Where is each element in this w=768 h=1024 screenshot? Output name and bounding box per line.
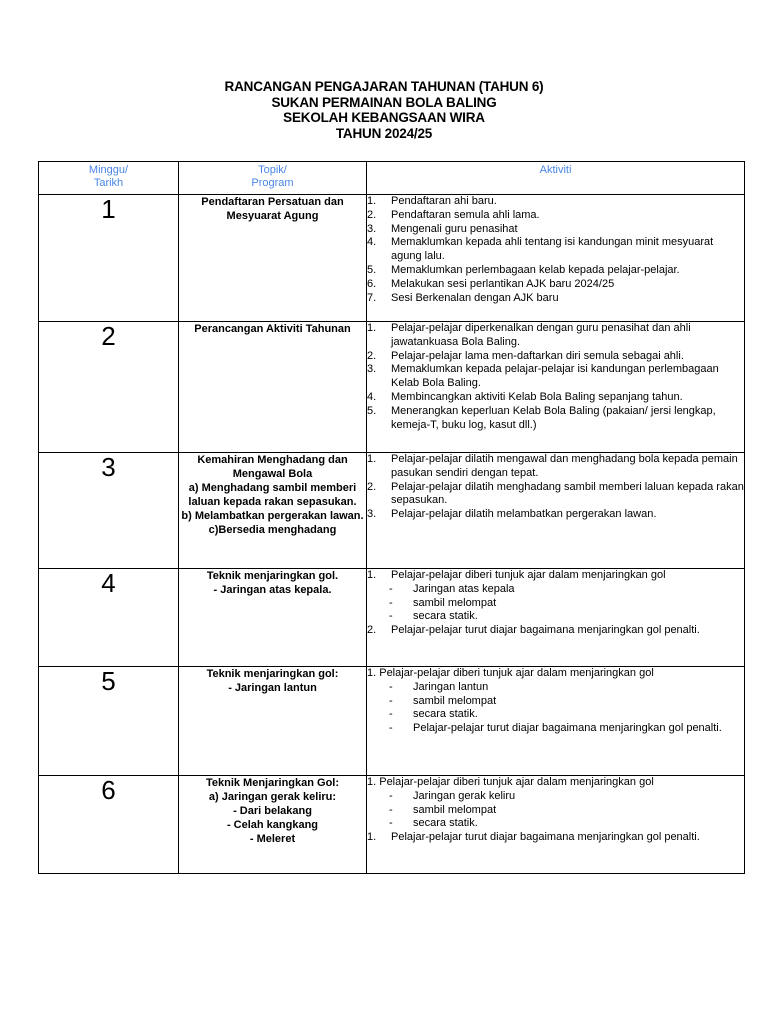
activity-text: Pelajar-pelajar turut diajar bagaimana menjaringkan gol penalti. bbox=[391, 624, 700, 637]
dash-bullet: - bbox=[389, 803, 393, 816]
week-number: 5 bbox=[39, 667, 179, 776]
dash-bullet: - bbox=[389, 680, 393, 693]
topic-cell bbox=[179, 667, 367, 776]
activity-subitem bbox=[367, 695, 744, 709]
topic-line: - Jaringan atas kepala. bbox=[213, 584, 332, 596]
table-row bbox=[39, 776, 745, 874]
header-activity bbox=[367, 162, 745, 195]
topic-line: a) Menghadang sambil memberi bbox=[188, 482, 357, 494]
activity-cell bbox=[367, 569, 745, 667]
topic-line: Kemahiran Menghadang dan bbox=[197, 454, 348, 466]
table-row bbox=[39, 667, 745, 776]
activity-number: 2. bbox=[367, 480, 377, 493]
activity-text: Memaklumkan kepada ahli tentang isi kandungan minit mesyuarat agung lalu. bbox=[391, 236, 714, 263]
dash-bullet: - bbox=[389, 722, 393, 735]
activity-subitem-text: sambil melompat bbox=[413, 694, 497, 707]
header-week-line: Tarikh bbox=[93, 177, 124, 189]
activity-text: Pendaftaran ahi baru. bbox=[391, 195, 497, 207]
title-line: SEKOLAH KEBANGSAAN WIRA bbox=[283, 110, 485, 125]
activity-subitem-text: sambil melompat bbox=[413, 803, 497, 816]
topic-cell bbox=[179, 453, 367, 569]
activity-text: Membincangkan aktiviti Kelab Bola Baling sepanjang tahun. bbox=[391, 390, 683, 403]
activity-item bbox=[367, 322, 744, 350]
activity-item bbox=[367, 569, 744, 583]
activity-text: Memaklumkan perlembagaan kelab kepada pelajar-pelajar. bbox=[391, 263, 680, 276]
activity-item bbox=[367, 209, 744, 223]
table-row bbox=[39, 195, 745, 322]
activity-subitem bbox=[367, 583, 744, 597]
activity-subitem bbox=[367, 817, 744, 831]
topic-line: Teknik Menjaringkan Gol: bbox=[205, 777, 340, 789]
dash-bullet: - bbox=[389, 708, 393, 721]
activity-subitem-text: secara statik. bbox=[413, 708, 478, 721]
week-number: 1 bbox=[39, 195, 179, 322]
activity-number: 1. bbox=[367, 831, 377, 844]
document-title bbox=[0, 79, 768, 141]
activity-item bbox=[367, 292, 744, 306]
dash-bullet: - bbox=[389, 596, 393, 609]
topic-line: Teknik menjaringkan gol. bbox=[206, 570, 339, 582]
activity-subitem bbox=[367, 722, 744, 736]
activity-number: 5. bbox=[367, 263, 377, 276]
topic-line: - Jaringan lantun bbox=[228, 682, 317, 694]
dash-bullet: - bbox=[389, 610, 393, 623]
activity-item bbox=[367, 508, 744, 522]
activity-item bbox=[367, 236, 744, 264]
activity-subitem-text: Pelajar-pelajar turut diajar bagaimana menjaringkan gol penalti. bbox=[413, 722, 722, 735]
activity-text: Pelajar-pelajar dilatih melambatkan pergerakan lawan. bbox=[391, 508, 657, 521]
activity-cell bbox=[367, 322, 745, 453]
table-row bbox=[39, 453, 745, 569]
activity-subitem bbox=[367, 681, 744, 695]
activity-subitem bbox=[367, 804, 744, 818]
activity-subitem-text: secara statik. bbox=[413, 610, 478, 623]
activity-cell bbox=[367, 667, 745, 776]
week-number: 2 bbox=[39, 322, 179, 453]
activity-number: 2. bbox=[367, 208, 377, 221]
activity-item bbox=[367, 391, 744, 405]
activity-cell bbox=[367, 453, 745, 569]
topic-line: - Meleret bbox=[249, 833, 296, 845]
week-number: 6 bbox=[39, 776, 179, 874]
activity-item bbox=[367, 350, 744, 364]
activity-subitem-text: sambil melompat bbox=[413, 596, 497, 609]
activity-item bbox=[367, 453, 744, 481]
activity-text: Sesi Berkenalan dengan AJK baru bbox=[391, 291, 559, 304]
topic-line: - Celah kangkang bbox=[226, 819, 319, 831]
activity-subitem-text: Jaringan atas kepala bbox=[413, 582, 515, 595]
activity-subitem bbox=[367, 708, 744, 722]
title-line: RANCANGAN PENGAJARAN TAHUNAN (TAHUN 6) bbox=[224, 79, 544, 94]
activity-text: Pelajar-pelajar diberi tunjuk ajar dalam menjaringkan gol bbox=[391, 569, 666, 581]
activity-number: 3. bbox=[367, 508, 377, 521]
table-row bbox=[39, 569, 745, 667]
activity-item bbox=[367, 223, 744, 237]
activity-number: 2. bbox=[367, 349, 377, 362]
activity-text: Pelajar-pelajar dilatih mengawal dan menghadang bola kepada pemain pasukan sendiri dengan tepat. bbox=[391, 453, 738, 479]
activity-number: 4. bbox=[367, 236, 377, 249]
activity-number: 3. bbox=[367, 363, 377, 376]
activity-number: 3. bbox=[367, 222, 377, 235]
topic-line: Mesyuarat Agung bbox=[226, 210, 319, 222]
activity-text: Pelajar-pelajar turut diajar bagaimana menjaringkan gol penalti. bbox=[391, 831, 700, 844]
teaching-plan-table bbox=[38, 161, 745, 874]
activity-number: 7. bbox=[367, 291, 377, 304]
activity-number: 1. bbox=[367, 195, 377, 207]
activity-subitem bbox=[367, 597, 744, 611]
activity-cell bbox=[367, 195, 745, 322]
activity-item bbox=[367, 264, 744, 278]
topic-line: Pendaftaran Persatuan dan bbox=[201, 196, 344, 208]
topic-cell bbox=[179, 776, 367, 874]
activity-item bbox=[367, 278, 744, 292]
activity-text: Pelajar-pelajar dilatih menghadang sambil memberi laluan kepada rakan sepasukan. bbox=[391, 480, 744, 507]
activity-text: Pendaftaran semula ahli lama. bbox=[391, 208, 540, 221]
activity-item bbox=[367, 363, 744, 391]
activity-number: 1. bbox=[367, 569, 377, 581]
activity-item bbox=[367, 405, 744, 433]
activity-item bbox=[367, 195, 744, 209]
activity-text: Memaklumkan kepada pelajar-pelajar isi kandungan perlembagaan Kelab Bola Baling. bbox=[391, 363, 719, 390]
activity-subitem-text: Jaringan gerak keliru bbox=[413, 789, 516, 802]
dash-bullet: - bbox=[389, 582, 393, 595]
activity-number: 4. bbox=[367, 390, 377, 403]
topic-line: Perancangan Aktiviti Tahunan bbox=[194, 323, 351, 335]
week-number: 4 bbox=[39, 569, 179, 667]
title-line: SUKAN PERMAINAN BOLA BALING bbox=[271, 94, 497, 110]
header-topic bbox=[179, 162, 367, 195]
activity-item-plain: 1. Pelajar-pelajar diberi tunjuk ajar dalam menjaringkan gol bbox=[367, 667, 654, 679]
activity-number: 1. bbox=[367, 322, 377, 334]
activity-subitem bbox=[367, 610, 744, 624]
header-week-line: Minggu/ bbox=[88, 164, 129, 176]
topic-line: - Dari belakang bbox=[233, 805, 312, 817]
activity-cell bbox=[367, 776, 745, 874]
topic-cell bbox=[179, 569, 367, 667]
topic-cell bbox=[179, 195, 367, 322]
header-week bbox=[39, 162, 179, 195]
topic-line: b) Melambatkan pergerakan lawan. bbox=[181, 510, 364, 522]
topic-line: c)Bersedia menghadang bbox=[208, 524, 337, 536]
activity-item-plain: 1. Pelajar-pelajar diberi tunjuk ajar dalam menjaringkan gol bbox=[367, 776, 654, 788]
activity-item bbox=[367, 624, 744, 638]
activity-number: 5. bbox=[367, 404, 377, 417]
activity-text: Menerangkan keperluan Kelab Bola Baling (pakaian/ jersi lengkap, kemeja-T, buku log, kasut dll.) bbox=[391, 404, 716, 431]
header-activity-label: Aktiviti bbox=[539, 164, 572, 176]
activity-subitem-text: secara statik. bbox=[413, 817, 478, 830]
header-topic-line: Program bbox=[251, 177, 294, 189]
activity-text: Pelajar-pelajar lama men-daftarkan diri semula sebagai ahli. bbox=[391, 349, 684, 362]
dash-bullet: - bbox=[389, 817, 393, 830]
activity-text: Melakukan sesi perlantikan AJK baru 2024/25 bbox=[391, 277, 615, 290]
table-row bbox=[39, 322, 745, 453]
week-number: 3 bbox=[39, 453, 179, 569]
header-topic-line: Topik/ bbox=[258, 164, 287, 176]
title-line: TAHUN 2024/25 bbox=[335, 125, 433, 141]
activity-subitem bbox=[367, 790, 744, 804]
activity-text: Mengenali guru penasihat bbox=[391, 222, 518, 235]
activity-subitem-text: Jaringan lantun bbox=[413, 680, 489, 693]
activity-item bbox=[367, 481, 744, 509]
topic-cell bbox=[179, 322, 367, 453]
dash-bullet: - bbox=[389, 694, 393, 707]
activity-text: Pelajar-pelajar diperkenalkan dengan guru penasihat dan ahli jawatankuasa Bola Baling. bbox=[391, 322, 691, 348]
topic-line: Mengawal Bola bbox=[232, 468, 313, 480]
activity-item bbox=[367, 831, 744, 845]
topic-line: a) Jaringan gerak keliru: bbox=[208, 791, 337, 803]
activity-number: 6. bbox=[367, 277, 377, 290]
activity-number: 1. bbox=[367, 453, 377, 465]
dash-bullet: - bbox=[389, 789, 393, 802]
topic-line: Teknik menjaringkan gol: bbox=[206, 668, 339, 680]
table-header-row bbox=[39, 162, 745, 195]
activity-number: 2. bbox=[367, 624, 377, 637]
topic-line: laluan kepada rakan sepasukan. bbox=[188, 496, 357, 508]
